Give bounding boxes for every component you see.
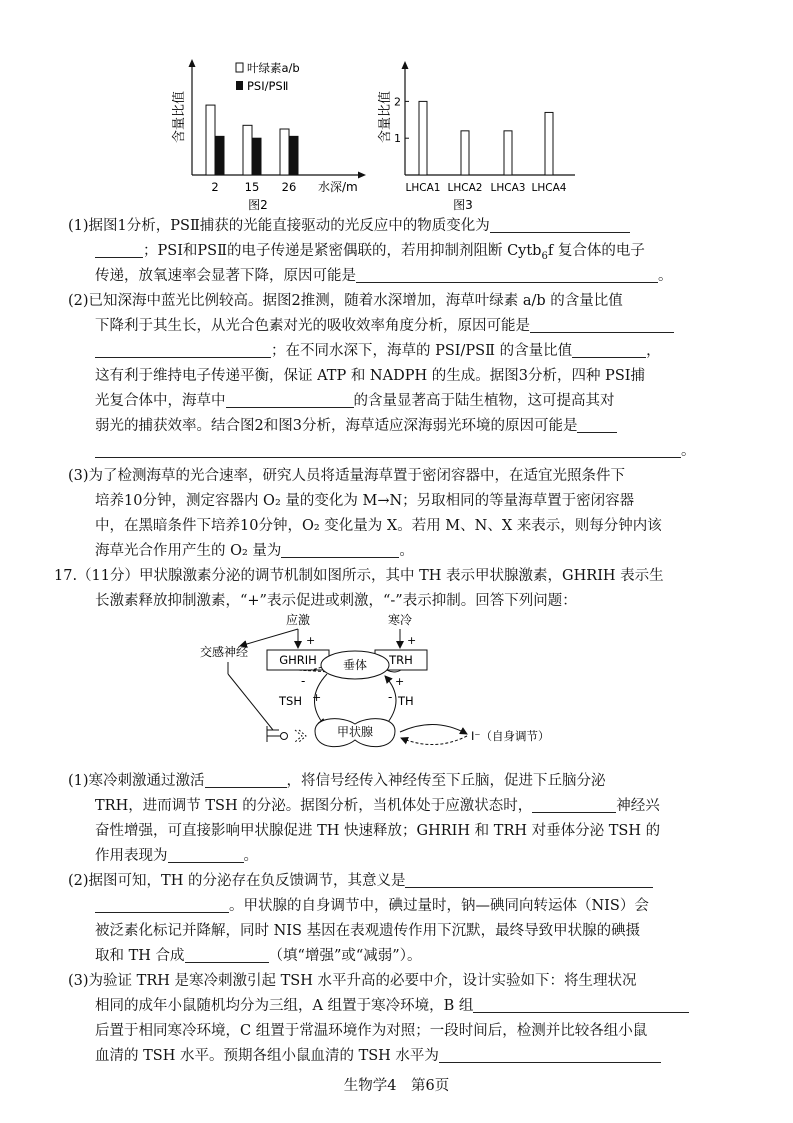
q16-answer-blank-5[interactable]: [226, 389, 354, 408]
fig3-bar-LHCA1: [419, 101, 427, 175]
fig3-xtick-LHCA1: LHCA1: [405, 182, 441, 194]
q16-answer-blank-6b[interactable]: [95, 439, 681, 458]
q17-p3-line3: [95, 1018, 647, 1045]
q16-p1-text-a: (1)据图1分析，PSⅡ捕获的光能直接驱动的光反应中的物质变化为: [68, 218, 490, 234]
iodide-self-regulation-label: I⁻（自身调节）: [471, 729, 550, 743]
stress-ghrih-plus: +: [306, 634, 316, 647]
q16-p2-text-b: 下降利于其生长，从光合色素对光的吸收效率角度分析，原因可能是: [95, 318, 530, 334]
fig2-xlabel: 水深/m: [318, 180, 358, 194]
q17-intro-b: 长激素释放抑制激素，“+”表示促进或刺激，“-”表示抑制。回答下列问题：: [95, 593, 577, 609]
fig2-bar-psi-psii-15: [252, 138, 261, 175]
q17-p1-text-a: (1)寒冷刺激通过激活: [68, 773, 205, 789]
q16-p2-text-c: ；在不同水深下，海草的 PSⅠ/PSⅡ 的含量比值: [271, 343, 573, 359]
q16-p3-text-c: 中，在黑暗条件下培养10分钟，O₂ 变化量为 X。若用 M、N、X 来表示，则每分钟内该: [95, 518, 662, 534]
q17-p1-line2: [95, 793, 660, 820]
q16-p3-line4: [95, 538, 414, 565]
q17-p2-text-c: 被泛素化标记并降解，同时 NIS 基因在表观遗传作用下沉默，最终导致甲状腺的碘摄: [95, 923, 641, 939]
q17-p3-line4: [95, 1043, 661, 1070]
q17-p1-line4: [95, 843, 258, 870]
q16-answer-blank-3b[interactable]: [95, 339, 271, 358]
fig2-bar-psi-psii-2: [215, 136, 224, 175]
fig3-bar-LHCA4: [545, 112, 553, 175]
q16-p1-sub: 6: [541, 250, 548, 262]
q16-answer-blank-1[interactable]: [490, 214, 630, 233]
fig3-ytick-2: 2: [394, 95, 401, 109]
q16-p1-text-b2: f 复合体的电子: [547, 243, 645, 259]
fig2-xtick-15: 15: [244, 180, 260, 194]
pituitary-label: 垂体: [342, 658, 368, 672]
q16-p2-line2: [95, 313, 674, 340]
q17-p2-text-d: 取和 TH 合成: [95, 948, 185, 964]
fig3-xtick-LHCA2: LHCA2: [447, 182, 483, 194]
q17-p2-text-b: 。甲状腺的自身调节中，碘过量时，钠—碘同向转运体（NIS）会: [229, 898, 649, 914]
ghrih-minus: -: [301, 674, 306, 688]
q16-p2-line3: [95, 338, 661, 365]
q16-p3-text-b: 培养10分钟，测定容器内 O₂ 量的变化为 M→N；另取相同的等量海草置于密闭容器: [95, 493, 635, 509]
q16-answer-blank-6[interactable]: [577, 414, 617, 433]
q16-p1-text-b: ；PSⅠ和PSⅡ的电子传递是紧密偶联的，若用抑制剂阻断 Cytb: [143, 243, 542, 259]
fig2-bar-chla-b-15: [243, 125, 252, 175]
q16-p2-text-d: 这有利于维持电子传递平衡，保证 ATP 和 NADPH 的生成。据图3分析，四种 PSⅠ捕: [95, 368, 645, 384]
fig3-xtick-LHCA4: LHCA4: [531, 182, 567, 194]
q16-answer-blank-3[interactable]: [530, 314, 674, 333]
fig2-xtick-26: 26: [281, 180, 297, 194]
fig2-xtick-2: 2: [211, 180, 219, 194]
q16-p2-end: 。: [681, 443, 696, 459]
q17-intro-a: 17.（11分）甲状腺激素分泌的调节机制如图所示，其中 TH 表示甲状腺激素，GHRIH 表示生: [54, 568, 664, 584]
q17-answer-blank-1[interactable]: [205, 769, 287, 788]
legend-label-chla-b: 叶绿素a/b: [247, 61, 300, 75]
q17-p1-text-c: 奋性增强，可直接影响甲状腺促进 TH 快速释放；GHRIH 和 TRH 对垂体分泌 TSH 的: [95, 823, 661, 839]
q16-p2-line6: [95, 413, 617, 440]
ghrih-label: GHRIH: [279, 653, 317, 667]
q17-p1-end: 。: [243, 848, 258, 864]
q16-p1-line1: [68, 213, 630, 240]
q16-p2-text-a: (2)已知深海中蓝光比例较高。据图2推测，随着水深增加，海草叶绿素 a/b 的含量比值: [68, 293, 623, 309]
q16-answer-blank-7[interactable]: [281, 539, 399, 558]
q16-answer-blank-4[interactable]: [572, 339, 646, 358]
q16-p1-line3: [95, 263, 673, 290]
sympathetic-label: 交感神经: [200, 645, 249, 659]
thyroid-regulation-diagram: [195, 612, 595, 774]
q17-p3-text-a: (3)为验证 TRH 是寒冷刺激引起 TSH 水平升高的必要中介，设计实验如下：将生理状况: [68, 973, 637, 989]
q17-p1-line3: [95, 818, 660, 845]
q16-p3-text-d: 海草光合作用产生的 O₂ 量为: [95, 543, 282, 559]
cold-trh-plus: +: [407, 634, 417, 647]
q16-p2-text-f: 弱光的捕获效率。结合图2和图3分析，海草适应深海弱光环境的原因可能是: [95, 418, 578, 434]
q17-p2-line1: [68, 868, 653, 895]
fig2-bar-chla-b-2: [206, 105, 215, 175]
q17-p2-text-a: (2)据图可知，TH 的分泌存在负反馈调节，其意义是: [68, 873, 406, 889]
q17-p2-line2: [95, 893, 649, 920]
fig3-caption: 图3: [453, 198, 473, 212]
fig3-bar-LHCA2: [461, 131, 469, 175]
tsh-label: TSH: [279, 694, 302, 708]
fig3-ytick-1: 1: [394, 132, 401, 146]
q17-answer-blank-4[interactable]: [405, 869, 653, 888]
q16-p3-line3: [95, 513, 662, 540]
tsh-plus: +: [312, 691, 322, 704]
q17-p3-line2: [95, 993, 689, 1020]
thyroid-label: 甲状腺: [336, 725, 374, 739]
q16-p2-line5: [95, 388, 615, 415]
page-footer: 生物学4 第6页: [343, 1078, 450, 1094]
q16-p2-line4: [95, 363, 645, 390]
stress-label: 应激: [285, 613, 311, 627]
trh-plus: +: [395, 675, 405, 688]
q17-intro-line1: [54, 563, 664, 590]
q17-p1-line1: [68, 768, 606, 795]
q16-p3-line2: [95, 488, 634, 515]
q17-answer-blank-2[interactable]: [532, 794, 616, 813]
q17-p1-text-b: TRH，进而调节 TSH 的分泌。据图分析，当机体处于应激状态时，: [95, 798, 533, 814]
trh-label: TRH: [389, 653, 413, 667]
figure-2-bar-chart: [150, 55, 380, 215]
q17-p3-text-c: 后置于相同寒冷环境，C 组置于常温环境作为对照；一段时间后，检测并比较各组小鼠: [95, 1023, 648, 1039]
th-minus: -: [388, 690, 393, 704]
q17-p2-text-d2: （填“增强”或“减弱”）。: [268, 948, 422, 964]
q17-p3-text-d: 血清的 TSH 水平。预期各组小鼠血清的 TSH 水平为: [95, 1048, 439, 1064]
fig2-caption: 图2: [248, 198, 268, 212]
fig3-xtick-LHCA3: LHCA3: [490, 182, 526, 194]
q17-p1-text-d: 作用表现为: [95, 848, 168, 864]
q17-p2-line3: [95, 918, 640, 945]
q16-p2-text-e2: 的含量显著高于陆生植物，这可提高其对: [353, 393, 615, 409]
th-label: TH: [398, 694, 414, 708]
q16-p3-line1: [68, 463, 625, 490]
q16-p2-line7: [95, 438, 696, 465]
q17-answer-blank-7[interactable]: [439, 1044, 661, 1063]
cold-label: 寒冷: [387, 613, 413, 627]
q17-p1-text-b2: 神经兴: [616, 798, 660, 814]
q17-answer-blank-6[interactable]: [473, 994, 689, 1013]
fig3-ylabel: 含量比值: [378, 90, 393, 144]
fig2-bar-psi-psii-26: [289, 136, 298, 175]
q16-answer-blank-2[interactable]: [356, 264, 658, 283]
q17-p1-text-a2: ，将信号经传入神经传至下丘脑，促进下丘脑分泌: [286, 773, 606, 789]
fig2-ylabel: 含量比值: [172, 90, 187, 144]
fig2-bar-chla-b-26: [280, 129, 289, 175]
q16-p1-end: 。: [658, 268, 673, 284]
q16-p2-text-e: 光复合体中，海草中: [95, 393, 226, 409]
q17-intro-line2: [95, 588, 577, 615]
q17-answer-blank-4b[interactable]: [95, 894, 229, 913]
q16-answer-blank-1b[interactable]: [95, 239, 143, 258]
legend-swatch-chla-b: [236, 63, 243, 72]
legend-label-psi-psii: PSⅠ/PSⅡ: [247, 79, 289, 93]
q17-p2-line4: [95, 943, 421, 970]
q16-p2-line1: [68, 288, 623, 315]
q17-p3-line1: [68, 968, 636, 995]
legend-swatch-psi-psii: [236, 81, 243, 90]
q16-p2-c-end: ，: [646, 343, 661, 359]
fig3-bar-LHCA3: [504, 131, 512, 175]
q16-p3-end: 。: [399, 543, 414, 559]
q17-answer-blank-5[interactable]: [185, 944, 269, 963]
q16-p3-text-a: (3)为了检测海草的光合速率，研究人员将适量海草置于密闭容器中，在适宜光照条件下: [68, 468, 626, 484]
q17-p3-text-b: 相同的成年小鼠随机均分为三组，A 组置于寒冷环境，B 组: [95, 998, 474, 1014]
q17-answer-blank-3[interactable]: [168, 844, 244, 863]
q16-p1-text-c: 传递，放氧速率会显著下降，原因可能是: [95, 268, 356, 284]
figure-3-bar-chart: [375, 55, 605, 215]
